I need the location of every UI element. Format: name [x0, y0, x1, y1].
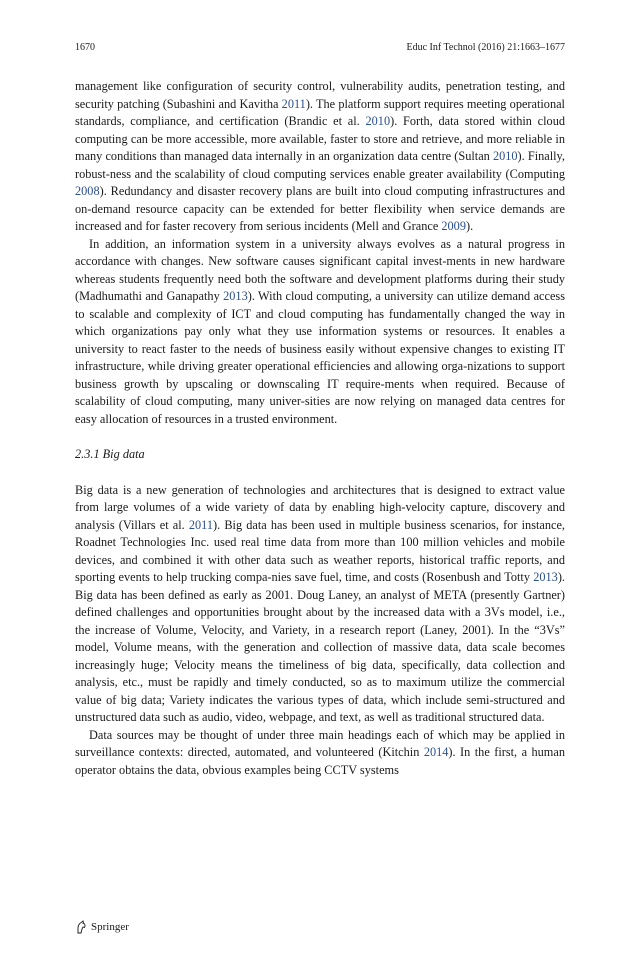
- text-run: ). Big data has been used in multiple business scenarios, for instance, Roadnet Technologies Inc. used real time data from more than 100 million vehicles and mobile devices, and combined it with other data such as weather reports, historical traffic reports, and sporting events to help trucking compa-nies save fuel, time, and costs (Rosenbush and Totty: [75, 517, 565, 584]
- citation-link[interactable]: 2010: [492, 149, 518, 163]
- text-run: ). Forth, data stored within cloud computing can be more accessible, more available, faster to store and retrieve, and more reliable in many conditions than managed data internally in an organization data centre (Sultan: [75, 114, 565, 163]
- body-text: [75, 78, 565, 779]
- text-run: ). Big data has been defined as early as 2001. Doug Laney, an analyst of META (presently Gartner) defined challenges and opportunities brought about by the increased data with a 3Vs model, i.e., the increase of Volume, Velocity, and Variety, in a research report (Laney, 2001). In the “3Vs” model, Volume means, with the generation and collection of massive data, data scale becomes increasingly huge; Velocity means the timeliness of big data, specifically, data collection and analysis, etc., must be rapidly and timely conducted, so as to maximum utilize the commercial value of big data; Variety indicates the various types of data, which include semi-structured and unstructured data such as audio, video, webpage, and text, as well as traditional structured data.: [75, 570, 565, 724]
- text-run: ). With cloud computing, a university can utilize demand access to scalable and complexity of ICT and cloud computing has fundamentally changed the way in which organizations pay only what they use information systems or resources. It enables a university to react faster to the needs of business easily without expensive changes to existing IT infrastructure, while driving greater operational efficiencies and allowing orga-nizations to support business growth by upscaling or downscaling IT require-ments when required. Because of scalability of cloud computing, many univer-sities are now relying on managed data centres for easy allocation of resources in a trusted environment.: [75, 289, 565, 426]
- text-run: management like configuration of security control, vulnerability audits, penetration testing, and security patching (Subashini and Kavitha: [75, 79, 565, 111]
- text-run: ).: [465, 219, 474, 233]
- citation-link[interactable]: 2011: [188, 517, 214, 532]
- citation-link[interactable]: 2008: [75, 184, 100, 198]
- springer-horse-icon: [75, 920, 87, 934]
- citation-link[interactable]: 2014: [423, 745, 449, 759]
- paragraph-p2: [75, 236, 565, 429]
- section-heading: 2.3.1 Big data: [75, 447, 145, 461]
- paragraph-p1: [75, 78, 565, 236]
- text-run: ). The platform support requires meeting operational standards, compliance, and certification (Brandic et al.: [75, 96, 565, 128]
- citation-link[interactable]: 2013: [223, 289, 248, 303]
- page-footer: [75, 919, 129, 935]
- text-run: ). Finally, robust-ness and the scalability of cloud computing services enable greater availability (Computing: [75, 149, 565, 181]
- text-run: ). In the first, a human operator obtains the data, obvious examples being CCTV systems: [75, 745, 565, 777]
- text-run: Data sources may be thought of under three main headings each of which may be applied in surveillance contexts: directed, automated, and volunteered (Kitchin: [75, 727, 565, 759]
- text-run: Big data is a new generation of technologies and architectures that is designed to extract value from large volumes of a wide variety of data by enabling high-velocity capture, discovery and analysis (Villars et al.: [75, 482, 565, 532]
- paragraph-p4: [75, 727, 565, 780]
- journal-reference: Educ Inf Technol (2016) 21:1663–1677: [406, 42, 565, 53]
- page-number: 1670: [75, 42, 95, 53]
- paragraph-p3: [75, 482, 565, 727]
- citation-link[interactable]: 2010: [365, 114, 391, 128]
- paper-page: [75, 0, 565, 968]
- publisher-name: Springer: [91, 921, 129, 933]
- citation-link[interactable]: 2009: [441, 219, 466, 233]
- citation-link[interactable]: 2011: [281, 96, 306, 111]
- text-run: In addition, an information system in a university always evolves as a natural progress in accordance with changes. New software causes significant capital invest-ments in new hardware whereas students frequently need both the software and development platforms during their study (Madhumathi and Ganapathy: [75, 236, 565, 303]
- text-run: ). Redundancy and disaster recovery plans are built into cloud computing infrastructures and on-demand resource capacity can be extended for better flexibility when service demands are increased and for faster recovery from serious incidents (Mell and Grance: [75, 184, 565, 233]
- citation-link[interactable]: 2013: [533, 570, 558, 584]
